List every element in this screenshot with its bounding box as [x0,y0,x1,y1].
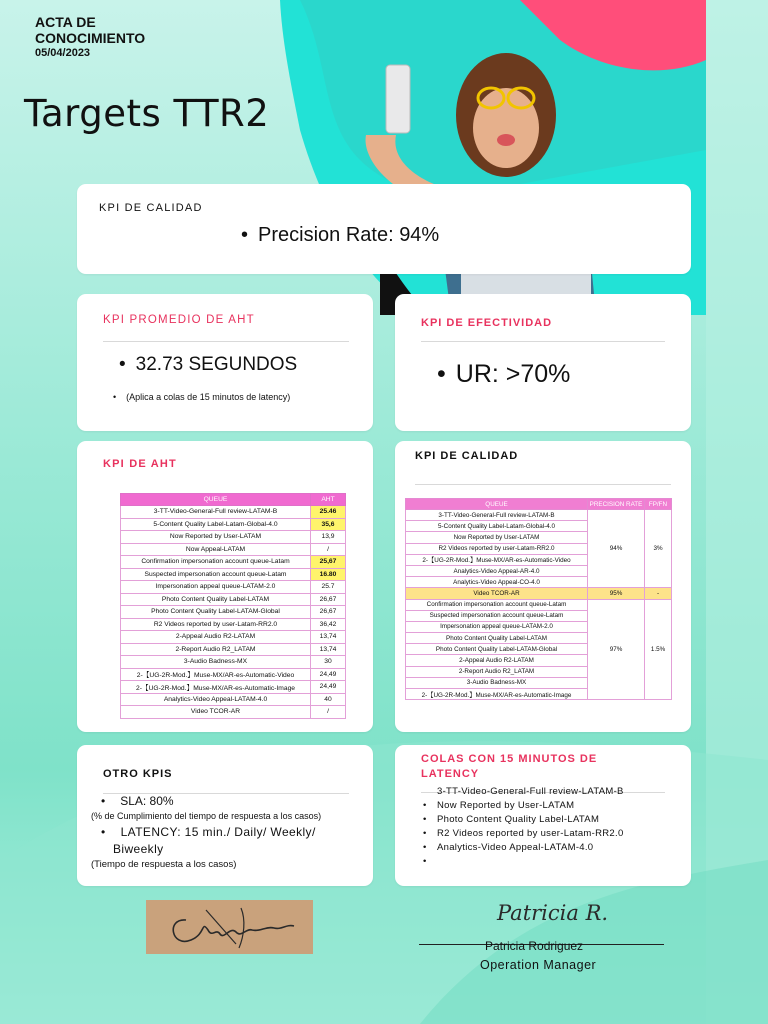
colas-latency-card [395,745,691,886]
queue-cell: 5-Content Quality Label-Latam-Global-4.0 [406,521,588,532]
table-row [121,543,346,556]
queue-cell: 2-【UG-2R-Mod.】Muse-MX/AR-es-Automatic-Video [406,554,588,565]
title-line-2: LATENCY [421,768,480,780]
queue-cell: Now Appeal-LATAM [121,543,311,556]
aht-cell: 35,6 [311,518,346,531]
table-row [406,510,672,521]
col-header-queue: QUEUE [406,499,588,510]
queue-cell: Suspected impersonation account queue-Latam [121,568,311,581]
table-row [121,706,346,719]
kpi-calidad-top-card [77,184,691,274]
bullet [119,354,136,375]
aht-table [120,493,346,719]
queue-cell: Analytics-Video Appeal-AR-4.0 [406,565,588,576]
queue-cell: Photo Content Quality Label-LATAM-Global [406,644,588,655]
signature-script: Patricia R. [497,901,609,925]
aht-note-text: (Aplica a colas de 15 minutos de latency) [126,392,291,402]
queue-cell: Now Reported by User-LATAM [121,531,311,544]
aht-cell: 24,49 [311,668,346,681]
queue-cell: Photo Content Quality Label-LATAM [406,633,588,644]
aht-cell: / [311,706,346,719]
table-row [406,588,672,599]
table-row [121,656,346,669]
card-title: KPI PROMEDIO DE AHT [103,314,255,326]
card-title: KPI DE CALIDAD [99,202,203,214]
bullet [241,224,258,246]
precision-rate-text: Precision Rate: 94% [258,224,440,246]
aht-cell: 40 [311,693,346,706]
header-line-2: CONOCIMIENTO [35,30,146,46]
aht-cell: 13,9 [311,531,346,544]
manager-name: Patricia Rodriguez [485,939,584,953]
aht-note [113,392,290,402]
manager-role: Operation Manager [480,958,597,972]
card-title: KPI DE AHT [103,458,177,470]
ur-item [437,360,570,389]
aht-table-body [121,506,346,719]
queue-cell: Analytics-Video Appeal-CO-4.0 [406,577,588,588]
precision-cell: 95% [588,588,645,599]
table-row [121,593,346,606]
queue-cell: Confirmation impersonation account queue-Latam [121,556,311,569]
queue-cell: Video TCOR-AR [121,706,311,719]
queue-cell: 2-【UG-2R-Mod.】Muse-MX/AR-es-Automatic-Image [406,689,588,700]
list-item-text: Now Reported by User-LATAM [437,800,575,811]
queue-cell: 2-Appeal Audio R2-LATAM [406,655,588,666]
bullet [437,360,456,388]
list-item [423,813,624,827]
list-item [423,841,624,855]
aht-average-value: 32.73 SEGUNDOS [135,354,298,375]
precision-rate-item [241,224,439,247]
queue-cell: 2-【UG-2R-Mod.】Muse-MX/AR-es-Automatic-Image [121,681,311,694]
latency-line-2: Biweekly [113,842,164,856]
aht-cell: 16.80 [311,568,346,581]
kpi-aht-card [77,441,373,732]
list-item [423,827,624,841]
queue-cell: Analytics-Video Appeal-LATAM-4.0 [121,693,311,706]
fpfn-cell: 3% [645,510,672,588]
sla-item [101,794,174,808]
table-row [121,518,346,531]
table-row [406,599,672,610]
precision-cell: 97% [588,599,645,700]
table-row [121,568,346,581]
latency-line-1: LATENCY: 15 min./ Daily/ Weekly/ [120,825,316,839]
queue-cell: Suspected impersonation account queue-Latam [406,610,588,621]
aht-cell: 13,74 [311,631,346,644]
list-item [423,785,624,799]
queue-cell: 2-Appeal Audio R2-LATAM [121,631,311,644]
bullet: • [423,800,427,811]
kpi-calidad-card [395,441,691,732]
aht-cell: 25,67 [311,556,346,569]
signature-image [146,900,313,954]
header-line-1: ACTA DE [35,14,96,30]
bullet: • [423,856,427,867]
queue-cell: Impersonation appeal queue-LATAM-2.0 [121,581,311,594]
page-title: Targets TTR2 [24,92,270,135]
latency-item [101,825,316,839]
card-title: KPI DE CALIDAD [415,450,519,462]
queue-cell: 2-Report Audio R2_LATAM [121,643,311,656]
queue-cell: 3-TT-Video-General-Full review-LATAM-B [121,506,311,519]
sla-value: SLA: 80% [120,794,174,808]
queue-cell: 5-Content Quality Label-Latam-Global-4.0 [121,518,311,531]
aht-cell: 36,42 [311,618,346,631]
precision-table-body [406,510,672,700]
list-item-text: Photo Content Quality Label-LATAM [437,814,600,825]
queue-cell: Now Reported by User-LATAM [406,532,588,543]
table-row [121,668,346,681]
col-header-fpfn: FP/FN [645,499,672,510]
bullet [101,794,115,808]
table-row [121,506,346,519]
card-title [421,752,597,782]
aht-cell: 25.46 [311,506,346,519]
aht-cell: 24,49 [311,681,346,694]
bullet: • [423,828,427,839]
aht-cell: 13,74 [311,643,346,656]
divider [415,484,671,485]
precision-table [405,498,672,700]
divider [421,341,665,342]
bullet: • [423,814,427,825]
col-header-aht: AHT [311,494,346,506]
precision-cell: 94% [588,510,645,588]
queue-cell: Video TCOR-AR [406,588,588,599]
col-header-precision: PRECISION RATE [588,499,645,510]
aht-average-item [119,354,297,376]
queue-cell: 3-TT-Video-General-Full review-LATAM-B [406,510,588,521]
latency-note: (Tiempo de respuesta a los casos) [91,859,237,870]
aht-cell: 26,67 [311,606,346,619]
card-title: KPI DE EFECTIVIDAD [421,317,553,329]
table-row [121,606,346,619]
list-item-text: R2 Videos reported by user-Latam-RR2.0 [437,828,624,839]
queue-cell: 3-Audio Badness-MX [121,656,311,669]
card-title: OTRO KPIS [103,768,173,780]
queue-cell: Photo Content Quality Label-LATAM-Global [121,606,311,619]
aht-cell: 30 [311,656,346,669]
aht-cell: 26,67 [311,593,346,606]
sla-note: (% de Cumplimiento del tiempo de respuesta a los casos) [91,811,322,821]
list-item-text: 3-TT-Video-General-Full review-LATAM-B [437,786,624,797]
document-header [35,14,145,59]
queue-cell: R2 Videos reported by user-Latam-RR2.0 [406,543,588,554]
divider [103,341,349,342]
queue-cell: 2-【UG-2R-Mod.】Muse-MX/AR-es-Automatic-Video [121,668,311,681]
kpi-promedio-aht-card [77,294,373,431]
title-line-1: COLAS CON 15 MINUTOS DE [421,753,598,765]
fpfn-cell: 1.5% [645,599,672,700]
col-header-queue: QUEUE [121,494,311,506]
list-item-text: Analytics-Video Appeal-LATAM-4.0 [437,842,594,853]
otro-kpis-card [77,745,373,886]
header-date: 05/04/2023 [35,47,91,59]
latency-queue-list [423,785,624,867]
fpfn-cell: - [645,588,672,599]
table-row [121,556,346,569]
queue-cell: R2 Videos reported by user-Latam-RR2.0 [121,618,311,631]
table-row [121,531,346,544]
bullet [101,825,116,839]
aht-cell: / [311,543,346,556]
queue-cell: 3-Audio Badness-MX [406,677,588,688]
table-row [121,618,346,631]
table-row [121,631,346,644]
queue-cell: Photo Content Quality Label-LATAM [121,593,311,606]
bullet: • [423,842,427,853]
aht-cell: 25.7 [311,581,346,594]
table-row [121,581,346,594]
queue-cell: 2-Report Audio R2_LATAM [406,666,588,677]
table-row [121,693,346,706]
list-item [423,799,624,813]
queue-cell: Impersonation appeal queue-LATAM-2.0 [406,621,588,632]
table-row [121,643,346,656]
bullet [113,392,126,402]
queue-cell: Confirmation impersonation account queue-Latam [406,599,588,610]
ur-value: UR: >70% [455,360,571,388]
handwritten-signature [146,900,313,954]
table-row [121,681,346,694]
kpi-efectividad-card [395,294,691,431]
